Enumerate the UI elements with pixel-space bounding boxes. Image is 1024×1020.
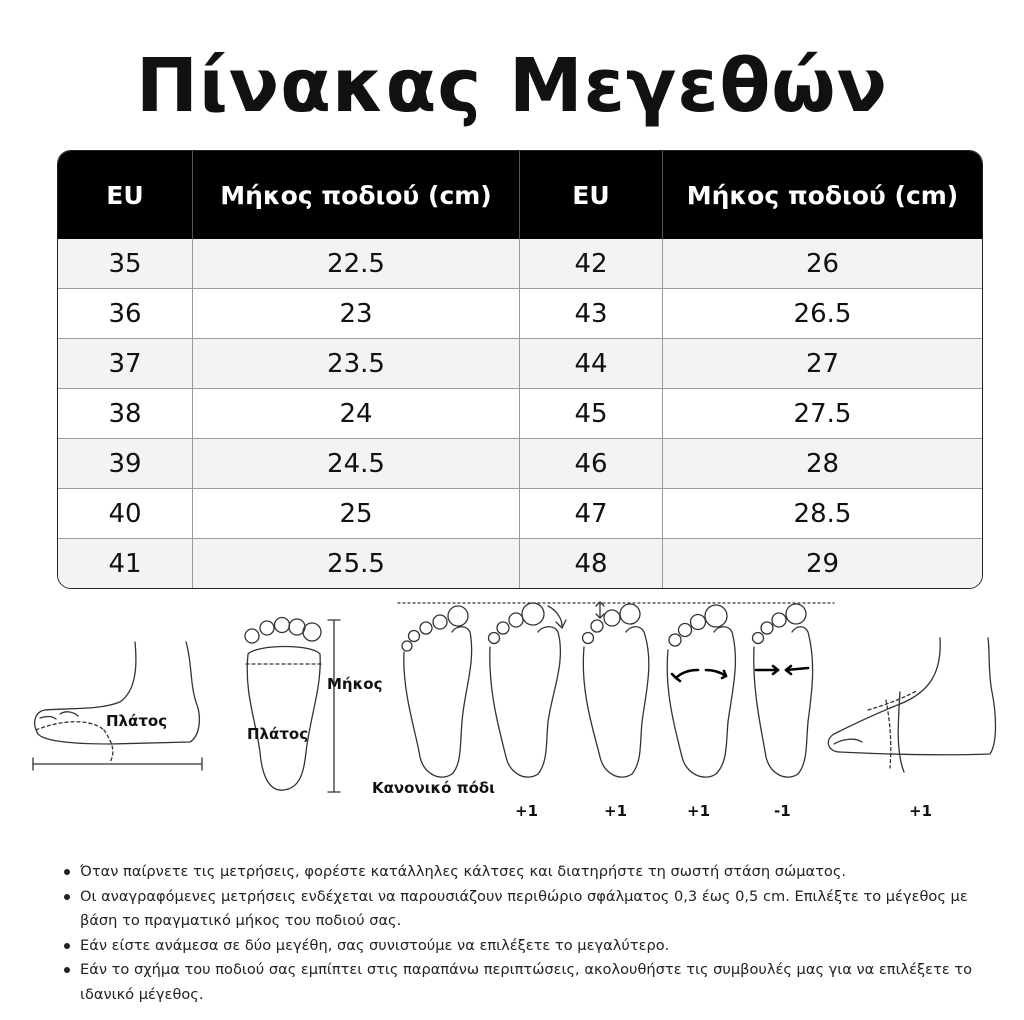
table-row (58, 438, 982, 488)
sole-outline-icon (245, 618, 340, 793)
table-cell: 38 (58, 388, 193, 438)
table-cell: 28.5 (663, 488, 982, 538)
sole-width-label: Πλάτος (247, 725, 309, 743)
table-cell: 42 (520, 239, 663, 288)
table-row (58, 538, 982, 588)
adjustment-label: +1 (604, 802, 628, 820)
side-width-label: Πλάτος (106, 712, 168, 730)
table-cell: 35 (58, 239, 193, 288)
table-cell: 45 (520, 388, 663, 438)
table-row (58, 288, 982, 338)
table-cell: 36 (58, 288, 193, 338)
table-cell: 40 (58, 488, 193, 538)
note-item: Οι αναγραφόμενες μετρήσεις ενδέχεται να παρουσιάζουν περιθώριο σφάλματος 0,3 έως 0,5 cm. Επιλέξτε το μέγεθος με βάση το πραγματικό μήκος του ποδιού σας. (62, 885, 982, 934)
table-cell: 27.5 (663, 388, 982, 438)
table-row (58, 388, 982, 438)
header-foot-length: Μήκος ποδιού (cm) (663, 151, 982, 239)
table-row (58, 488, 982, 538)
table-cell: 25.5 (193, 538, 520, 588)
adjustment-label: +1 (687, 802, 711, 820)
table-cell: 46 (520, 438, 663, 488)
table-cell: 23.5 (193, 338, 520, 388)
adjustment-label: -1 (774, 802, 791, 820)
notes-list (62, 860, 982, 1007)
normal-foot-icon (402, 606, 472, 777)
note-item: Όταν παίρνετε τις μετρήσεις, φορέστε κατάλληλες κάλτσες και διατηρήστε τη σωστή στάση σώματος. (62, 860, 982, 885)
page-title: Πίνακας Μεγεθών (135, 43, 889, 129)
table-cell: 26.5 (663, 288, 982, 338)
table-row (58, 338, 982, 388)
table-cell: 27 (663, 338, 982, 388)
table-cell: 29 (663, 538, 982, 588)
foot-measurement-illustration (0, 592, 1024, 832)
size-table (57, 150, 983, 589)
long-second-toe-foot-icon (583, 602, 649, 777)
header-eu: EU (58, 151, 193, 239)
table-cell: 44 (520, 338, 663, 388)
header-foot-length: Μήκος ποδιού (cm) (193, 151, 520, 239)
adjustment-label: +1 (515, 802, 539, 820)
note-item: Εάν το σχήμα του ποδιού σας εμπίπτει στις παραπάνω περιπτώσεις, ακολουθήστε τις συμβουλές μας για να επιλέξετε το ιδανικό μέγεθος. (62, 958, 982, 1007)
table-row (58, 239, 982, 288)
side-foot-icon (33, 642, 202, 770)
wide-foot-icon (667, 605, 735, 777)
header-eu: EU (520, 151, 663, 239)
note-item: Εάν είστε ανάμεσα σε δύο μεγέθη, σας συνιστούμε να επιλέξετε το μεγαλύτερο. (62, 934, 982, 959)
curved-toe-foot-icon (489, 603, 567, 777)
high-instep-foot-icon (828, 638, 995, 772)
table-cell: 22.5 (193, 239, 520, 288)
adjustment-label: +1 (909, 802, 933, 820)
table-cell: 26 (663, 239, 982, 288)
table-cell: 28 (663, 438, 982, 488)
table-cell: 47 (520, 488, 663, 538)
table-cell: 24.5 (193, 438, 520, 488)
table-cell: 23 (193, 288, 520, 338)
normal-foot-label: Κανονικό πόδι (372, 779, 496, 797)
table-cell: 39 (58, 438, 193, 488)
table-cell: 48 (520, 538, 663, 588)
table-cell: 43 (520, 288, 663, 338)
sole-length-label: Μήκος (327, 675, 383, 693)
table-header-row (58, 151, 982, 239)
narrow-foot-icon (753, 604, 813, 777)
table-cell: 24 (193, 388, 520, 438)
table-cell: 37 (58, 338, 193, 388)
table-cell: 41 (58, 538, 193, 588)
table-cell: 25 (193, 488, 520, 538)
